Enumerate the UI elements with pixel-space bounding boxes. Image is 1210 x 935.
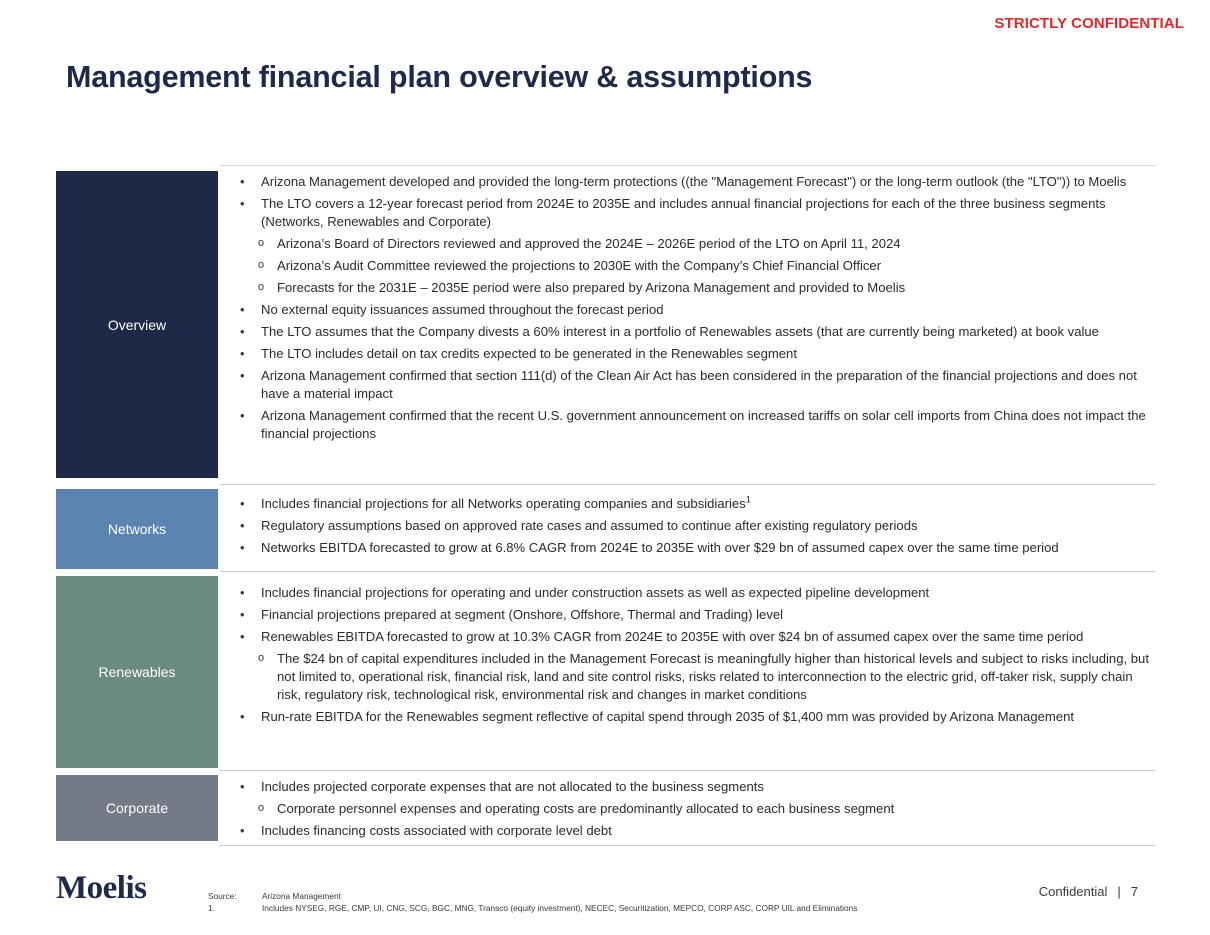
section-divider xyxy=(220,845,1155,846)
bullet-text: Run-rate EBITDA for the Renewables segment reflective of capital spend through 2035 of $1,400 mm was provided by Arizona Management xyxy=(261,709,1074,724)
bullet-list-renewables xyxy=(220,584,1155,730)
section-label-renewables: Renewables xyxy=(56,576,218,768)
bullet-text: Includes financial projections for operating and under construction assets as well as expected pipeline development xyxy=(261,585,930,600)
bullet-item xyxy=(220,822,1155,840)
bullet-list-overview xyxy=(220,173,1155,447)
bullet-list-networks xyxy=(220,495,1155,561)
section-networks xyxy=(56,485,1155,572)
bullet-text: Networks EBITDA forecasted to grow at 6.8% CAGR from 2024E to 2035E with over $29 bn of assumed capex over the same time period xyxy=(261,540,1059,555)
source-note xyxy=(208,890,857,902)
sub-bullet-item xyxy=(220,257,1155,275)
section-label-corporate: Corporate xyxy=(56,775,218,841)
section-corporate xyxy=(56,771,1155,847)
bullet-text: Financial projections prepared at segment (Onshore, Offshore, Thermal and Trading) level xyxy=(261,607,784,622)
bullet-text: Arizona Management developed and provided the long-term protections ((the "Management Forecast") or the long-term outlook (the "LTO")) to Moelis xyxy=(261,174,1127,189)
bullet-item xyxy=(220,323,1155,341)
bullet-item xyxy=(220,495,1155,513)
footer-confidential: Confidential xyxy=(1038,884,1108,899)
sub-bullet-item xyxy=(220,650,1155,704)
footnote-marker: 1 xyxy=(745,494,751,505)
bullet-text: Arizona’s Audit Committee reviewed the projections to 2030E with the Company’s Chief Financial Officer xyxy=(277,258,882,273)
footnote-1 xyxy=(208,902,857,914)
footnote-key: 1. xyxy=(208,903,215,913)
bullet-text: Arizona Management confirmed that the recent U.S. government announcement on increased tariffs on solar cell imports from China does not impact the financial projections xyxy=(261,408,1146,441)
bullet-text: The $24 bn of capital expenditures included in the Management Forecast is meaningfully higher than historical levels and subject to risks including, but not limited to, operational risk, financial risk, land and site control risks, risks related to interconnection to the electric grid, off-taker risk, supply chain risk, regulatory risk, technological risk, environmental risk and changes in market conditions xyxy=(277,651,1149,702)
bullet-text: Arizona Management confirmed that section 111(d) of the Clean Air Act has been considered in the preparation of the financial projections and does not have a material impact xyxy=(261,368,1137,401)
moelis-logo: Moelis xyxy=(56,870,147,906)
sub-bullet-item xyxy=(220,800,1155,818)
footnotes xyxy=(208,890,857,914)
bullet-text: Includes financial projections for all Networks operating companies and subsidiaries xyxy=(261,496,746,511)
bullet-item xyxy=(220,367,1155,403)
bullet-text: No external equity issuances assumed throughout the forecast period xyxy=(261,302,664,317)
footnote-value: Includes NYSEG, RGE, CMP, UI, CNG, SCG, BGC, MNG, Transco (equity investment), NECEC, Securitization, MEPCO, CORP ASC, CORP UIL and Eliminations xyxy=(262,903,858,913)
bullet-text: The LTO assumes that the Company divests a 60% interest in a portfolio of Renewables assets (that are currently being marketed) at book value xyxy=(261,324,1099,339)
section-label-overview: Overview xyxy=(56,171,218,478)
bullet-text: Includes projected corporate expenses that are not allocated to the business segments xyxy=(261,779,764,794)
sub-bullet-item xyxy=(220,279,1155,297)
bullet-item xyxy=(220,195,1155,231)
bullet-text: Corporate personnel expenses and operating costs are predominantly allocated to each business segment xyxy=(277,801,895,816)
source-value: Arizona Management xyxy=(262,891,341,901)
section-overview xyxy=(56,165,1155,485)
bullet-text: The LTO includes detail on tax credits expected to be generated in the Renewables segment xyxy=(261,346,797,361)
section-renewables xyxy=(56,572,1155,771)
bullet-list-corporate xyxy=(220,778,1155,844)
bullet-text: Includes financing costs associated with corporate level debt xyxy=(261,823,612,838)
page-number: 7 xyxy=(1130,884,1138,899)
bullet-item xyxy=(220,345,1155,363)
bullet-item xyxy=(220,539,1155,557)
bullet-item xyxy=(220,778,1155,796)
bullet-item xyxy=(220,606,1155,624)
footer-page-info xyxy=(1039,884,1138,899)
footer-separator: | xyxy=(1117,884,1121,899)
bullet-item xyxy=(220,301,1155,319)
bullet-item xyxy=(220,173,1155,191)
bullet-item xyxy=(220,407,1155,443)
bullet-text: Regulatory assumptions based on approved rate cases and assumed to continue after existing regulatory periods xyxy=(261,518,918,533)
bullet-text: Arizona’s Board of Directors reviewed and approved the 2024E – 2026E period of the LTO on April 11, 2024 xyxy=(277,236,901,251)
section-divider xyxy=(220,165,1155,166)
bullet-text: The LTO covers a 12-year forecast period from 2024E to 2035E and includes annual financial projections for each of the three business segments (Networks, Renewables and Corporate) xyxy=(261,196,1106,229)
bullet-text: Forecasts for the 2031E – 2035E period were also prepared by Arizona Management and provided to Moelis xyxy=(277,280,906,295)
section-label-networks: Networks xyxy=(56,489,218,569)
confidentiality-banner: STRICTLY CONFIDENTIAL xyxy=(994,15,1184,32)
sub-bullet-item xyxy=(220,235,1155,253)
bullet-text: Renewables EBITDA forecasted to grow at 10.3% CAGR from 2024E to 2035E with over $24 bn of assumed capex over the same time period xyxy=(261,629,1084,644)
source-key: Source: xyxy=(208,891,237,901)
page-title: Management financial plan overview & assumptions xyxy=(66,60,813,94)
bullet-item xyxy=(220,517,1155,535)
bullet-item xyxy=(220,628,1155,646)
bullet-item xyxy=(220,584,1155,602)
bullet-item xyxy=(220,708,1155,726)
